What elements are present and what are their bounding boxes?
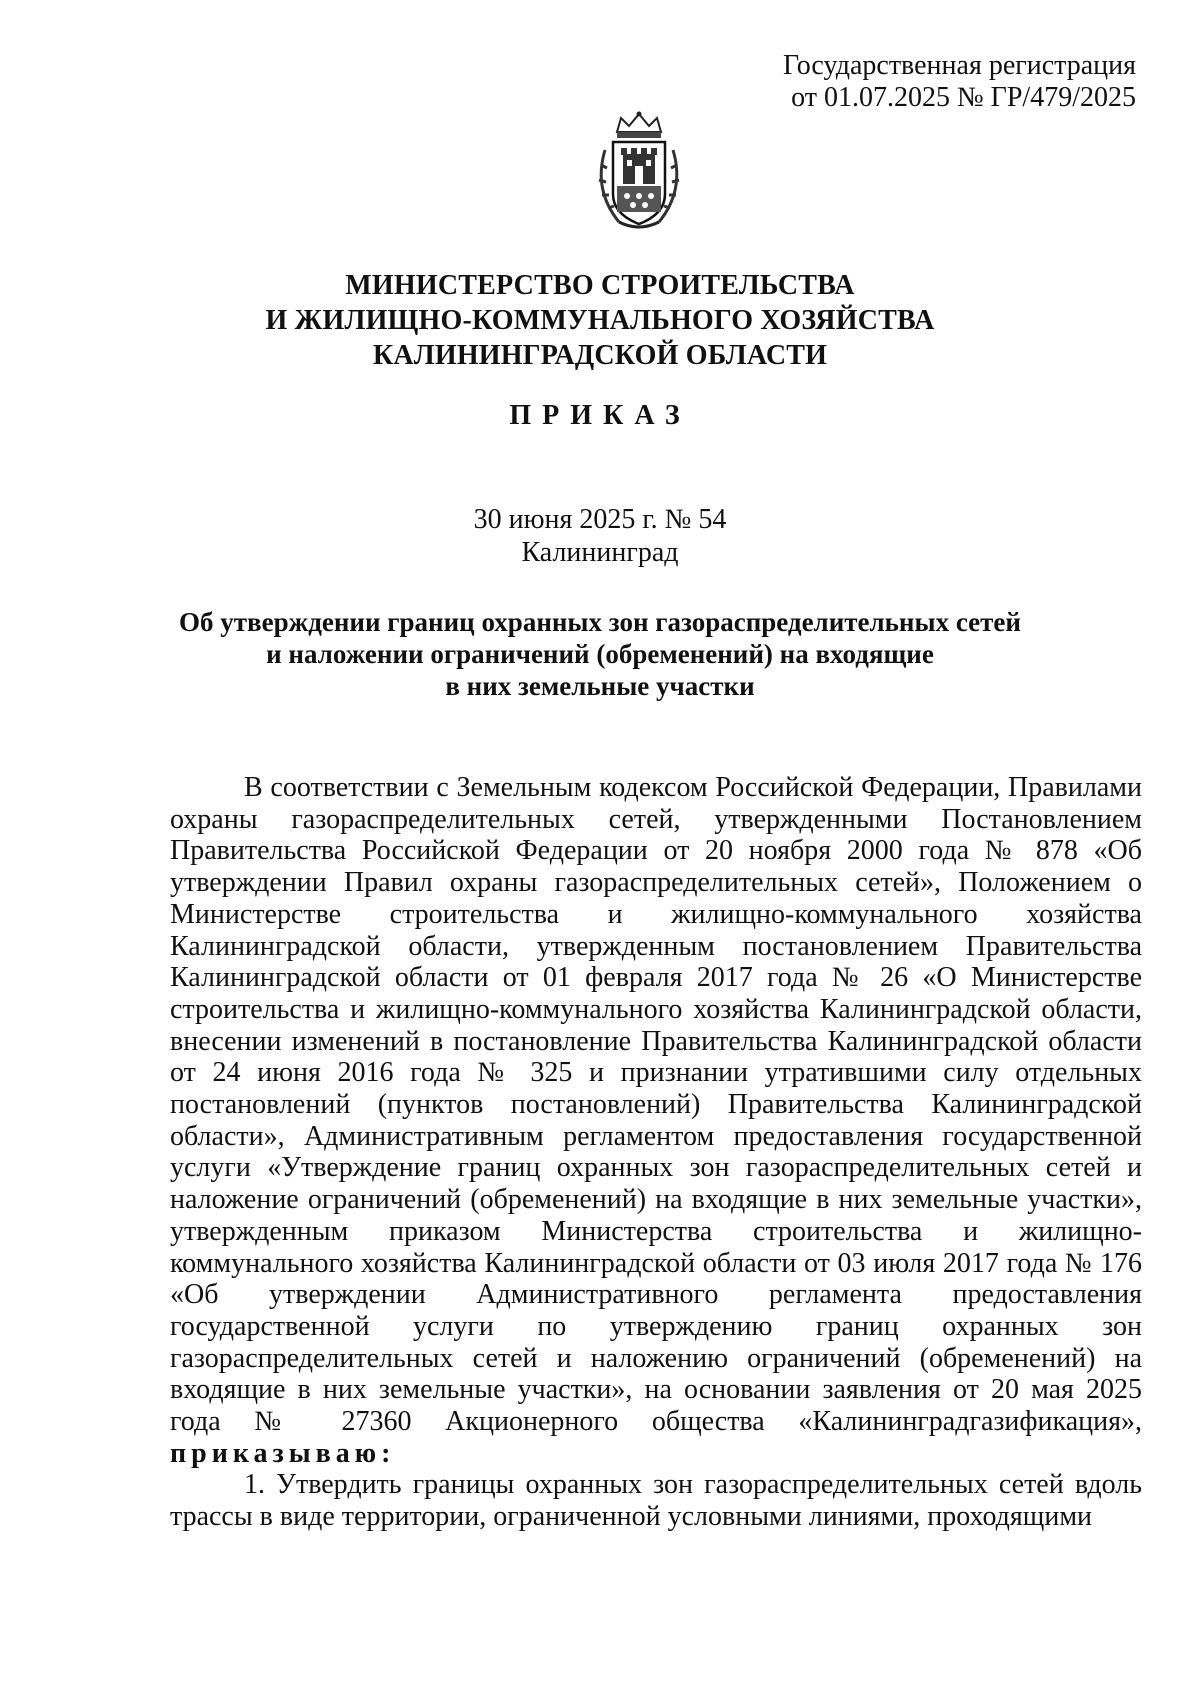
order-subject <box>0 606 1200 702</box>
ministry-line-1: МИНИСТЕРСТВО СТРОИТЕЛЬСТВА <box>345 270 855 301</box>
order-details <box>0 503 1200 569</box>
document-type: ПРИКАЗ <box>509 400 691 431</box>
ministry-heading <box>0 268 1200 373</box>
document-body <box>170 772 1142 1533</box>
registration-number: от 01.07.2025 № ГР/479/2025 <box>791 82 1136 113</box>
order-date-number: 30 июня 2025 г. № 54 <box>473 504 727 535</box>
order-item-1: 1. Утвердить границы охранных зон газораспределительных сетей вдоль трассы в виде территории, ограниченной условными линиями, проходящими <box>170 1469 1142 1533</box>
subject-line-3: в них земельные участки <box>445 671 755 701</box>
coat-of-arms-icon <box>588 110 690 234</box>
command-word: приказываю: <box>170 1437 396 1469</box>
preamble-text: В соответствии с Земельным кодексом Российской Федерации, Правилами охраны газораспределительных сетей, утвержденными Постановлением Правительства Российской Федерации от 20 ноября 2000 года № 878 «Об утверждении Правил охраны газораспределительных сетей», Положением о Министерстве строительства и жилищно-коммунального хозяйства Калининградской области, утвержденным постановлением Правительства Калининградской области от 01 февраля 2017 года № 26 «О Министерстве строительства и жилищно-коммунального хозяйства Калининградской области, внесении изменений в постановление Правительства Калининградской области от 24 июня 2016 года № 325 и признании утратившими силу отдельных постановлений (пунктов постановлений) Правительства Калининградской области», Административным регламентом предоставления государственной услуги «Утверждение границ охранных зон газораспределительных сетей и наложение ограничений (обременений) на входящие в них земельные участки», утвержденным приказом Министерства строительства и жилищно-коммунального хозяйства Калининградской области от 03 июля 2017 года № 176 «Об утверждении Административного регламента предоставления государственной услуги по утверждению границ охранных зон газораспределительных сетей и наложению ограничений (обременений) на входящие в них земельные участки», на основании заявления от 20 мая 2025 года № 27360 Акционерного общества «Калининградгазификация», <box>170 772 1142 1438</box>
registration-stamp <box>783 50 1136 114</box>
subject-line-2: и наложении ограничений (обременений) на входящие <box>266 639 934 669</box>
registration-label: Государственная регистрация <box>783 50 1136 81</box>
order-city: Калининград <box>521 537 679 568</box>
preamble-paragraph <box>170 772 1142 1469</box>
ministry-line-3: КАЛИНИНГРАДСКОЙ ОБЛАСТИ <box>372 340 828 371</box>
subject-line-1: Об утверждении границ охранных зон газораспределительных сетей <box>179 607 1021 637</box>
ministry-line-2: И ЖИЛИЩНО-КОММУНАЛЬНОГО ХОЗЯЙСТВА <box>265 305 935 336</box>
